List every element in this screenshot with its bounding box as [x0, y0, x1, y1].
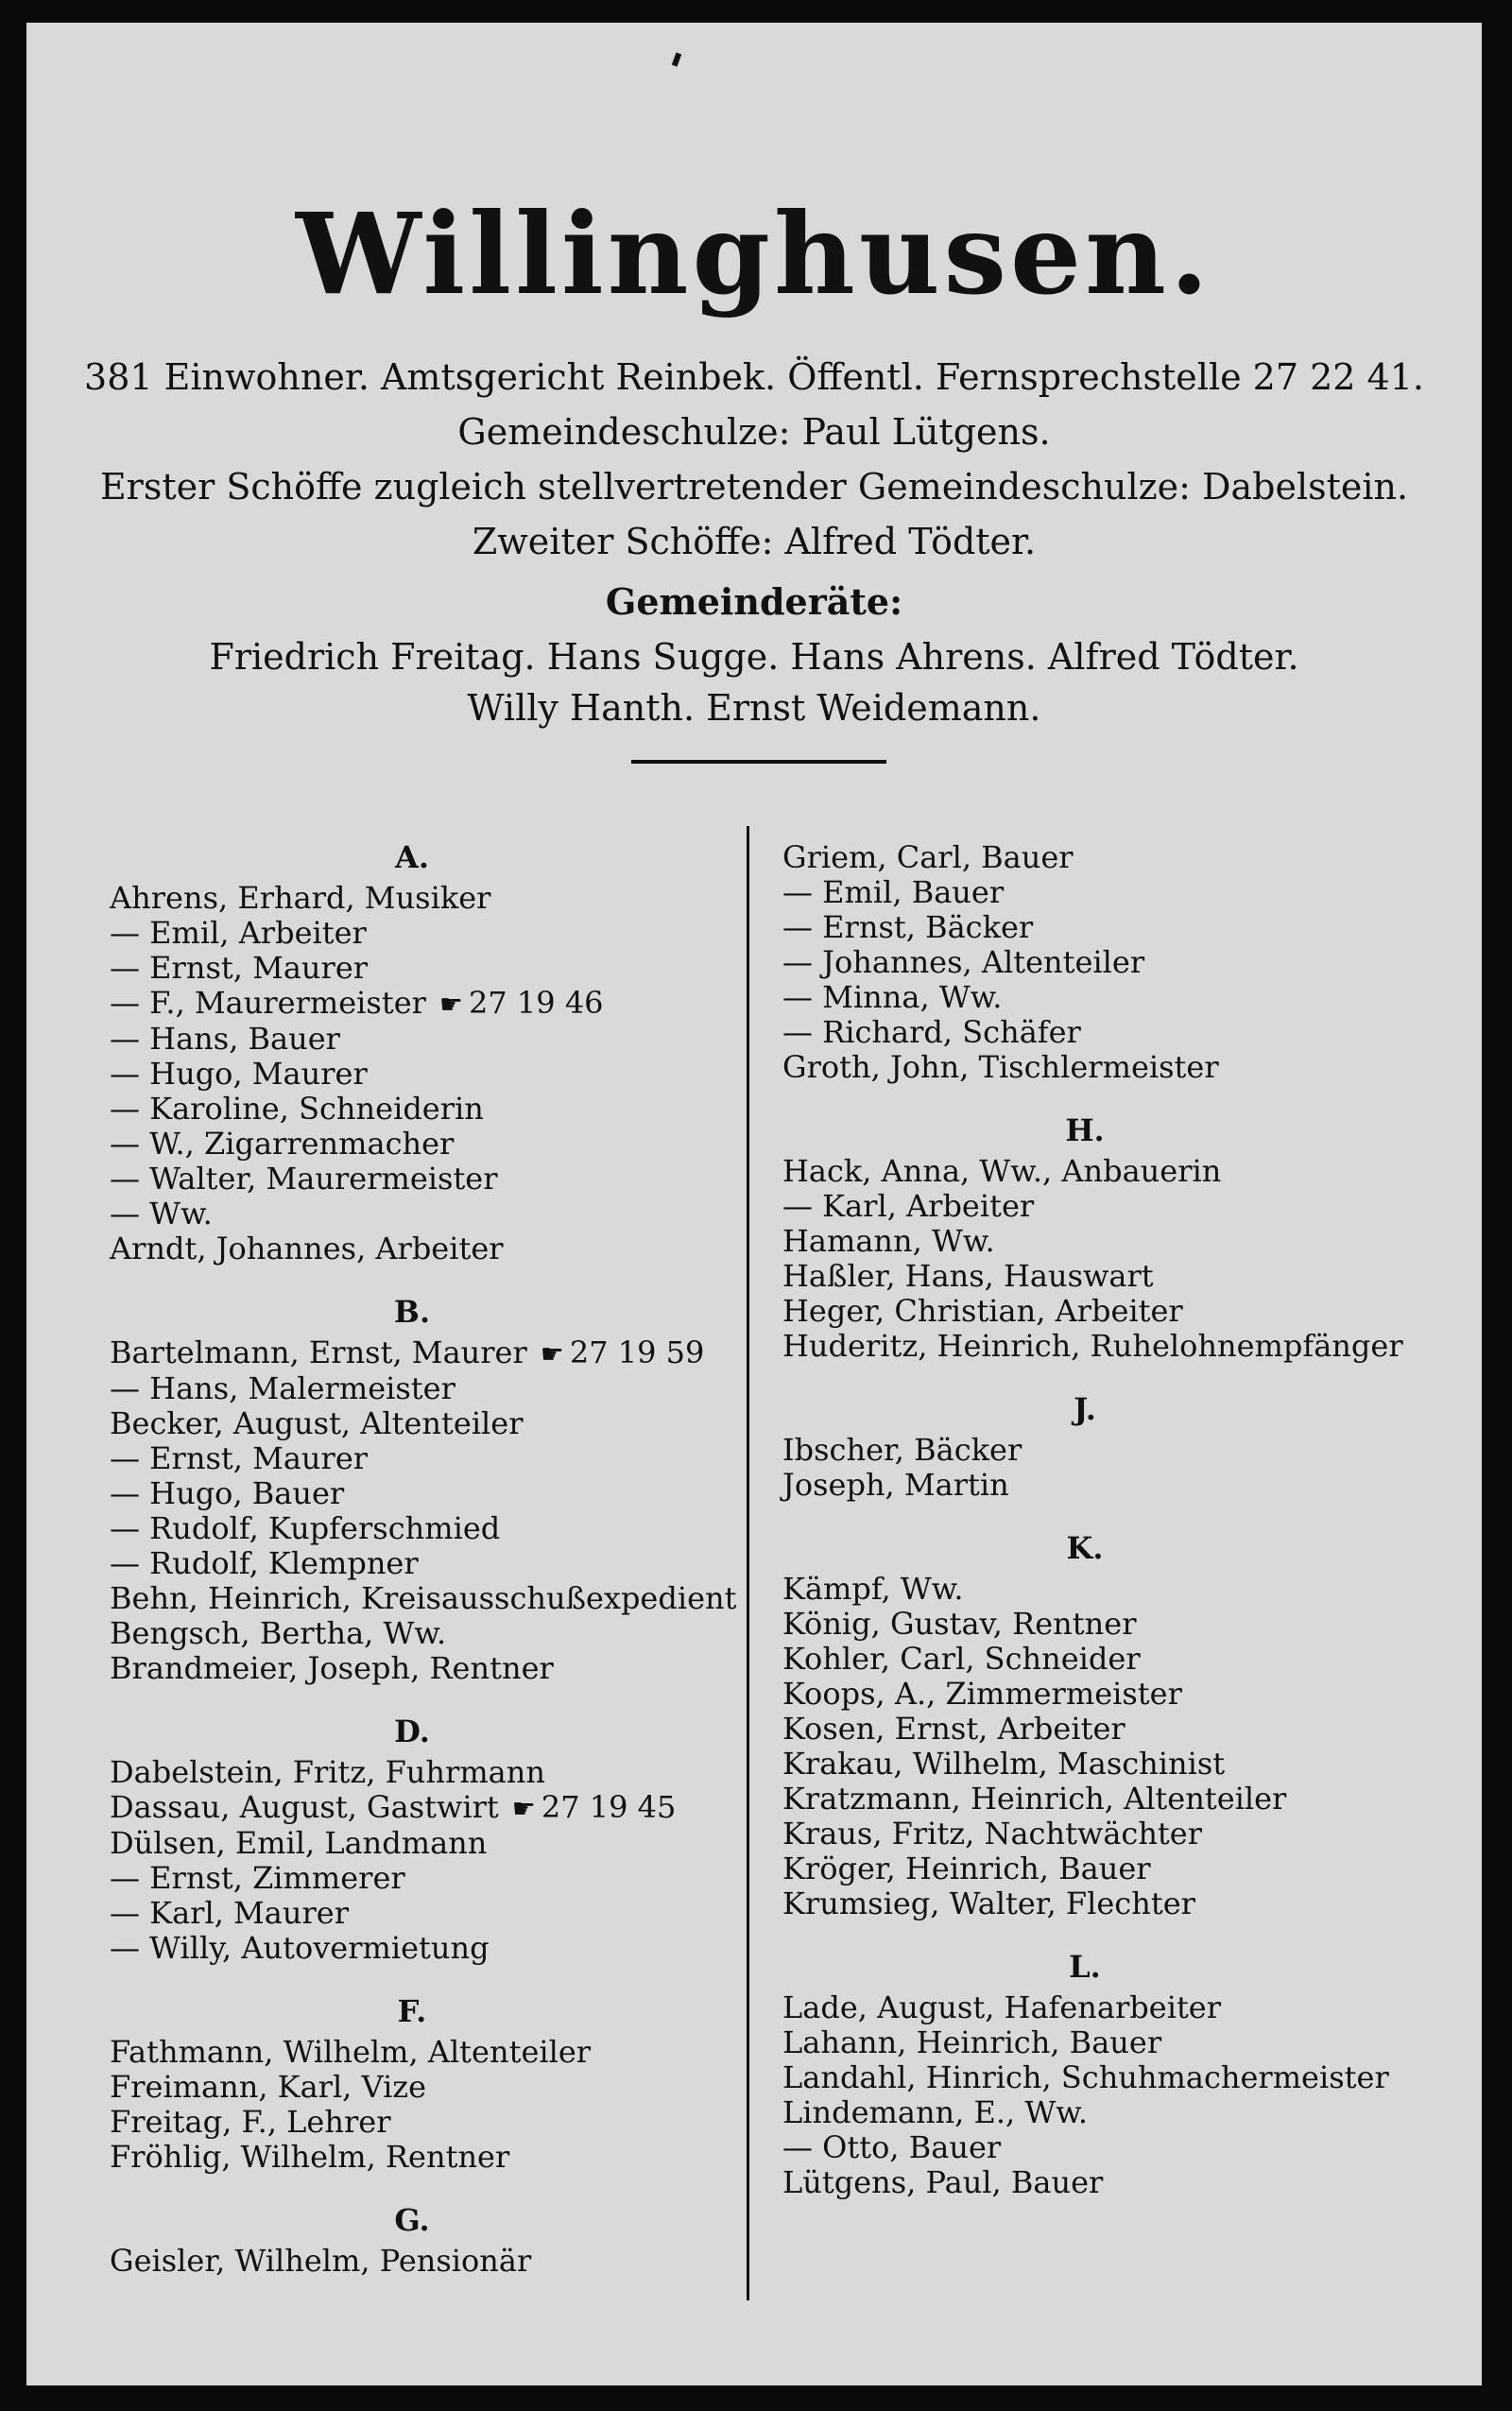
directory-entry: [782, 1189, 1444, 1224]
entry-text: Geisler, Wilhelm, Pensionär: [110, 2243, 532, 2279]
entry-text: — Ernst, Maurer: [110, 950, 369, 986]
entry-text: Heger, Christian, Arbeiter: [782, 1293, 1183, 1329]
directory-entry: [110, 1197, 752, 1231]
entry-text: — Emil, Arbeiter: [110, 915, 367, 951]
section-letter: G.: [394, 2202, 430, 2238]
header-mayor-line: Gemeindeschulze: Paul Lütgens.: [457, 411, 1051, 453]
directory-entry: [782, 875, 1444, 910]
directory-entry: [782, 1851, 1444, 1886]
section-letter: A.: [395, 839, 429, 875]
entry-text: — W., Zigarrenmacher: [110, 1126, 455, 1162]
pointing-hand-phone-icon: ☛: [438, 989, 464, 1020]
council-heading: Gemeinderäte:: [605, 580, 903, 623]
directory-entry: [782, 2025, 1444, 2060]
entry-text: Fröhlig, Wilhelm, Rentner: [110, 2139, 510, 2175]
entry-text: Kratzmann, Heinrich, Altenteiler: [782, 1781, 1287, 1817]
directory-entry: [110, 2070, 752, 2105]
header-divider: [631, 760, 886, 764]
entry-text: Krumsieg, Walter, Flechter: [782, 1886, 1195, 1921]
directory-entry: [110, 1826, 752, 1861]
entry-text: — Richard, Schäfer: [782, 1014, 1081, 1050]
entry-text: Behn, Heinrich, Kreisausschußexpedient: [110, 1580, 737, 1616]
entry-text: Freimann, Karl, Vize: [110, 2069, 427, 2105]
entry-text: Hack, Anna, Ww., Anbauerin: [782, 1153, 1222, 1189]
directory-entry: [782, 1747, 1444, 1782]
entry-text: Griem, Carl, Bauer: [782, 839, 1074, 875]
directory-entry: [110, 1441, 752, 1476]
entry-text: König, Gustav, Rentner: [782, 1606, 1137, 1642]
directory-entry: [110, 1371, 752, 1406]
directory-entry: [110, 951, 752, 986]
left-column: [110, 840, 752, 2279]
directory-entry: [110, 2105, 752, 2140]
entry-text: — Hans, Bauer: [110, 1021, 340, 1057]
directory-entry: [110, 1651, 752, 1686]
entry-text: Lahann, Heinrich, Bauer: [782, 2024, 1162, 2060]
entry-text: — Ernst, Zimmerer: [110, 1860, 405, 1896]
entry-text: Becker, August, Altenteiler: [110, 1405, 524, 1441]
directory-entry: [782, 1712, 1444, 1747]
directory-entry: [110, 881, 752, 916]
directory-entry: [110, 1057, 752, 1092]
phone-number: 27 19 59: [569, 1335, 705, 1370]
entry-text: — Minna, Ww.: [782, 979, 1003, 1015]
directory-entry: [782, 945, 1444, 980]
directory-entry: [110, 1162, 752, 1197]
directory-page: [26, 23, 1482, 2385]
entry-text: Fathmann, Wilhelm, Altenteiler: [110, 2034, 592, 2070]
directory-entry: [782, 1607, 1444, 1642]
directory-entry: [110, 1127, 752, 1162]
header-info-line: 381 Einwohner. Amtsgericht Reinbek. Öffentl. Fernsprechstelle 27 22 41.: [84, 356, 1424, 398]
entry-text: Lütgens, Paul, Bauer: [782, 2164, 1104, 2200]
entry-text: Krakau, Wilhelm, Maschinist: [782, 1746, 1226, 1782]
directory-entry: [110, 1546, 752, 1581]
entry-text: Dülsen, Emil, Landmann: [110, 1825, 488, 1861]
entry-text: Ibscher, Bäcker: [782, 1432, 1022, 1468]
phone-number: 27 19 45: [541, 1789, 677, 1825]
directory-entry: [110, 1476, 752, 1511]
directory-entry: [110, 2244, 752, 2279]
directory-entry: [782, 1050, 1444, 1085]
entry-text: — Johannes, Altenteiler: [782, 944, 1145, 980]
entry-text: — Hugo, Maurer: [110, 1056, 368, 1092]
directory-entry: [110, 1581, 752, 1616]
directory-entry: [110, 1790, 752, 1826]
pointing-hand-phone-icon: ☛: [540, 1338, 564, 1369]
entry-text: Kosen, Ernst, Arbeiter: [782, 1711, 1125, 1747]
directory-entry: [110, 1406, 752, 1441]
phone-number: 27 19 46: [469, 985, 604, 1021]
right-column: [782, 840, 1444, 2200]
entry-text: Dabelstein, Fritz, Fuhrmann: [110, 1754, 545, 1790]
entry-text: Haßler, Hans, Hauswart: [782, 1258, 1154, 1294]
council-members-line-1: Friedrich Freitag. Hans Sugge. Hans Ahrens. Alfred Tödter.: [209, 636, 1299, 678]
entry-text: Brandmeier, Joseph, Rentner: [110, 1650, 554, 1686]
directory-entry: [782, 1259, 1444, 1294]
council-members-line-2: Willy Hanth. Ernst Weidemann.: [467, 687, 1041, 729]
header-second-alderman-line: Zweiter Schöffe: Alfred Tödter.: [472, 521, 1037, 562]
entry-text: Kraus, Fritz, Nachtwächter: [782, 1816, 1203, 1851]
entry-text: Kämpf, Ww.: [782, 1571, 964, 1607]
entry-text: — Hugo, Bauer: [110, 1475, 345, 1511]
directory-entry: [782, 2130, 1444, 2165]
directory-entry: [782, 1677, 1444, 1712]
directory-entry: [110, 1335, 752, 1371]
directory-entry: [782, 910, 1444, 945]
entry-text: Bartelmann, Ernst, Maurer: [110, 1335, 527, 1370]
entry-text: Kohler, Carl, Schneider: [782, 1641, 1141, 1677]
entry-text: — Hans, Malermeister: [110, 1370, 455, 1406]
directory-entry: [782, 1817, 1444, 1851]
directory-entry: [110, 1022, 752, 1057]
entry-text: Arndt, Johannes, Arbeiter: [110, 1231, 504, 1266]
header-first-alderman-line: Erster Schöffe zugleich stellvertretender Gemeindeschulze: Dabelstein.: [99, 466, 1409, 508]
directory-entry: [782, 1329, 1444, 1364]
directory-entry: [782, 2165, 1444, 2200]
directory-entry: [782, 1224, 1444, 1259]
directory-entry: [110, 916, 752, 951]
directory-entry: [110, 1231, 752, 1266]
directory-entry: [782, 1886, 1444, 1921]
section-letter: L.: [1069, 1949, 1101, 1985]
section-letter: K.: [1066, 1530, 1104, 1566]
directory-entry: [110, 1896, 752, 1931]
directory-entry: [782, 980, 1444, 1015]
directory-entry: [110, 1616, 752, 1651]
page-title: Willinghusen.: [295, 188, 1212, 319]
entry-text: — Walter, Maurermeister: [110, 1161, 498, 1197]
entry-text: — F., Maurermeister: [110, 985, 426, 1021]
entry-text: — Rudolf, Klempner: [110, 1545, 419, 1581]
directory-entry: [782, 1154, 1444, 1189]
entry-text: Lindemann, E., Ww.: [782, 2094, 1089, 2130]
section-letter: F.: [397, 1993, 427, 2029]
entry-text: Bengsch, Bertha, Ww.: [110, 1615, 447, 1651]
entry-text: — Rudolf, Kupferschmied: [110, 1510, 501, 1546]
entry-text: Hamann, Ww.: [782, 1223, 995, 1259]
entry-text: — Karl, Maurer: [110, 1895, 350, 1931]
directory-entry: [782, 1294, 1444, 1329]
directory-entry: [782, 2095, 1444, 2130]
directory-entry: [110, 1861, 752, 1896]
directory-entry: [110, 1092, 752, 1127]
entry-text: — Willy, Autovermietung: [110, 1930, 490, 1966]
entry-text: — Karoline, Schneiderin: [110, 1091, 484, 1127]
directory-entry: [782, 1468, 1444, 1503]
entry-text: Lade, August, Hafenarbeiter: [782, 1989, 1222, 2025]
directory-entry: [782, 1782, 1444, 1817]
directory-entry: [110, 1755, 752, 1790]
entry-text: — Ww.: [110, 1196, 213, 1231]
directory-entry: [782, 1642, 1444, 1677]
entry-text: Ahrens, Erhard, Musiker: [110, 880, 491, 916]
entry-text: — Karl, Arbeiter: [782, 1188, 1035, 1224]
entry-text: Freitag, F., Lehrer: [110, 2104, 391, 2140]
pointing-hand-phone-icon: ☛: [511, 1793, 536, 1824]
entry-text: Kröger, Heinrich, Bauer: [782, 1851, 1151, 1886]
entry-text: Groth, John, Tischlermeister: [782, 1049, 1219, 1085]
directory-entry: [782, 840, 1444, 875]
directory-entry: [782, 2060, 1444, 2095]
section-letter: J.: [1074, 1391, 1096, 1427]
entry-text: — Ernst, Maurer: [110, 1440, 369, 1476]
entry-text: Joseph, Martin: [782, 1467, 1009, 1503]
directory-entry: [782, 1572, 1444, 1607]
directory-entry: [782, 1433, 1444, 1468]
directory-entry: [110, 2035, 752, 2070]
entry-text: Huderitz, Heinrich, Ruhelohnempfänger: [782, 1328, 1403, 1364]
print-speck: [672, 52, 681, 66]
entry-text: Landahl, Hinrich, Schuhmachermeister: [782, 2059, 1389, 2095]
section-letter: B.: [393, 1294, 431, 1330]
directory-entry: [782, 1990, 1444, 2025]
directory-entry: [782, 1015, 1444, 1050]
entry-text: Dassau, August, Gastwirt: [110, 1789, 499, 1825]
section-letter: H.: [1065, 1112, 1105, 1148]
directory-entry: [110, 2140, 752, 2175]
directory-entry: [110, 1931, 752, 1966]
entry-text: — Ernst, Bäcker: [782, 909, 1034, 945]
entry-text: Koops, A., Zimmermeister: [782, 1676, 1182, 1712]
section-letter: D.: [394, 1714, 430, 1749]
entry-text: — Emil, Bauer: [782, 874, 1005, 910]
entry-text: — Otto, Bauer: [782, 2129, 1002, 2165]
directory-entry: [110, 986, 752, 1022]
directory-entry: [110, 1511, 752, 1546]
